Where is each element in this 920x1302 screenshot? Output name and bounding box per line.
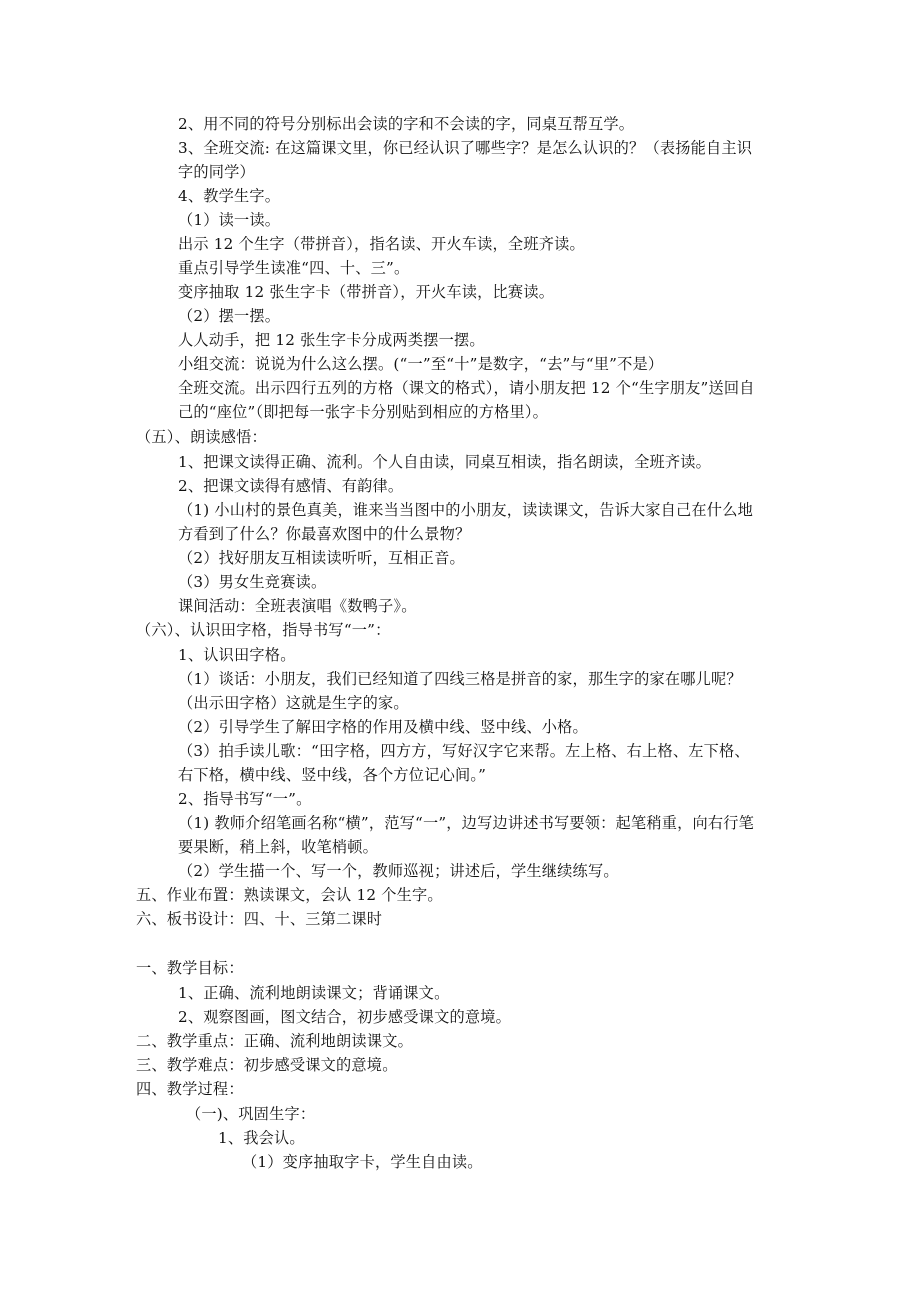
section-heading: 六、板书设计：四、十、三第二课时 [136,910,383,928]
text-line: （1）谈话：小朋友，我们已经知道了四线三格是拼音的家，那生字的家在哪儿呢？ [178,670,742,688]
text-line: （1) 小山村的景色真美，谁来当当图中的小朋友，读读课文，告诉大家自己在什么地 [178,501,753,519]
text-line: （2）学生描一个、写一个，教师巡视；讲述后，学生继续练写。 [178,862,619,880]
text-line: 课间活动：全班表演唱《数鸭子》。 [178,597,417,615]
text-line: （1) 教师介绍笔画名称“横”，范写“一”，边写边讲述书写要领：起笔稍重，向右行笔 [178,814,755,832]
text-line: （2）引导学生了解田字格的作用及横中线、竖中线、小格。 [178,718,588,736]
text-line: 2、用不同的符号分别标出会读的字和不会读的字，同桌互帮互学。 [178,115,635,133]
section-heading: 五、作业布置：熟读课文，会认 12 个生字。 [136,886,443,904]
text-line: （2）找好朋友互相读读听听，互相正音。 [178,549,465,567]
section-heading: 二、教学重点：正确、流利地朗读课文。 [136,1032,413,1050]
text-line: 4、教学生字。 [178,187,281,205]
subsection-heading: （一)、巩固生字： [186,1105,316,1123]
text-line: （1）读一读。 [178,211,281,229]
text-line: 1、把课文读得正确、流利。个人自由读，同桌互相读，指名朗读，全班齐读。 [178,453,712,471]
text-line: 1、我会认。 [218,1129,305,1147]
text-line: 1、认识田字格。 [178,646,296,664]
text-line: 出示 12 个生字（带拼音），指名读、开火车读，全班齐读。 [178,235,585,253]
text-line: 右下格，横中线、竖中线，各个方位记心间。” [178,766,487,784]
section-heading: 三、教学难点：初步感受课文的意境。 [136,1056,398,1074]
text-line: 1、正确、流利地朗读课文；背诵课文。 [178,984,450,1002]
text-line: 己的“座位”（即把每一张字卡分别贴到相应的方格里）。 [178,403,549,421]
text-line: 全班交流。出示四行五列的方格（课文的格式），请小朋友把 12 个“生字朋友”送回自 [178,379,755,397]
text-line: 2、指导书写“一”。 [178,790,312,808]
text-line: 2、把课文读得有感情、有韵律。 [178,477,404,495]
text-line: 3、全班交流: 在这篇课文里，你已经认识了哪些字？是怎么认识的？（表扬能自主识 [178,139,753,157]
text-line: （1）变序抽取字卡，学生自由读。 [242,1153,483,1171]
text-line: （3）男女生竞赛读。 [178,573,327,591]
text-line: 要果断，稍上斜，收笔梢顿。 [178,838,379,856]
text-line: 变序抽取 12 张生字卡（带拼音），开火车读，比赛读。 [178,283,555,301]
text-line: 2、观察图画，图文结合，初步感受课文的意境。 [178,1008,512,1026]
text-line: （3）拍手读儿歌：“田字格，四方方，写好汉字它来帮。左上格、右上格、左下格、 [178,742,750,760]
section-heading: 一、教学目标： [136,959,244,977]
text-line: 重点引导学生读准“四、十、三”。 [178,259,410,277]
text-line: 字的同学） [178,163,255,181]
section-heading: 四、教学过程： [136,1080,244,1098]
text-line: （2）摆一摆。 [178,307,281,325]
text-line: 小组交流：说说为什么这么摆。(“一”至“十”是数字，“去”与“里”不是） [178,355,664,373]
text-line: （出示田字格）这就是生字的家。 [178,694,409,712]
text-line: 人人动手，把 12 张生字卡分成两类摆一摆。 [178,331,485,349]
section-heading: （六）、认识田字格，指导书写“一”： [136,621,391,639]
section-heading: （五）、朗读感悟： [136,428,267,446]
text-line: 方看到了什么？你最喜欢图中的什么景物？ [178,525,471,543]
